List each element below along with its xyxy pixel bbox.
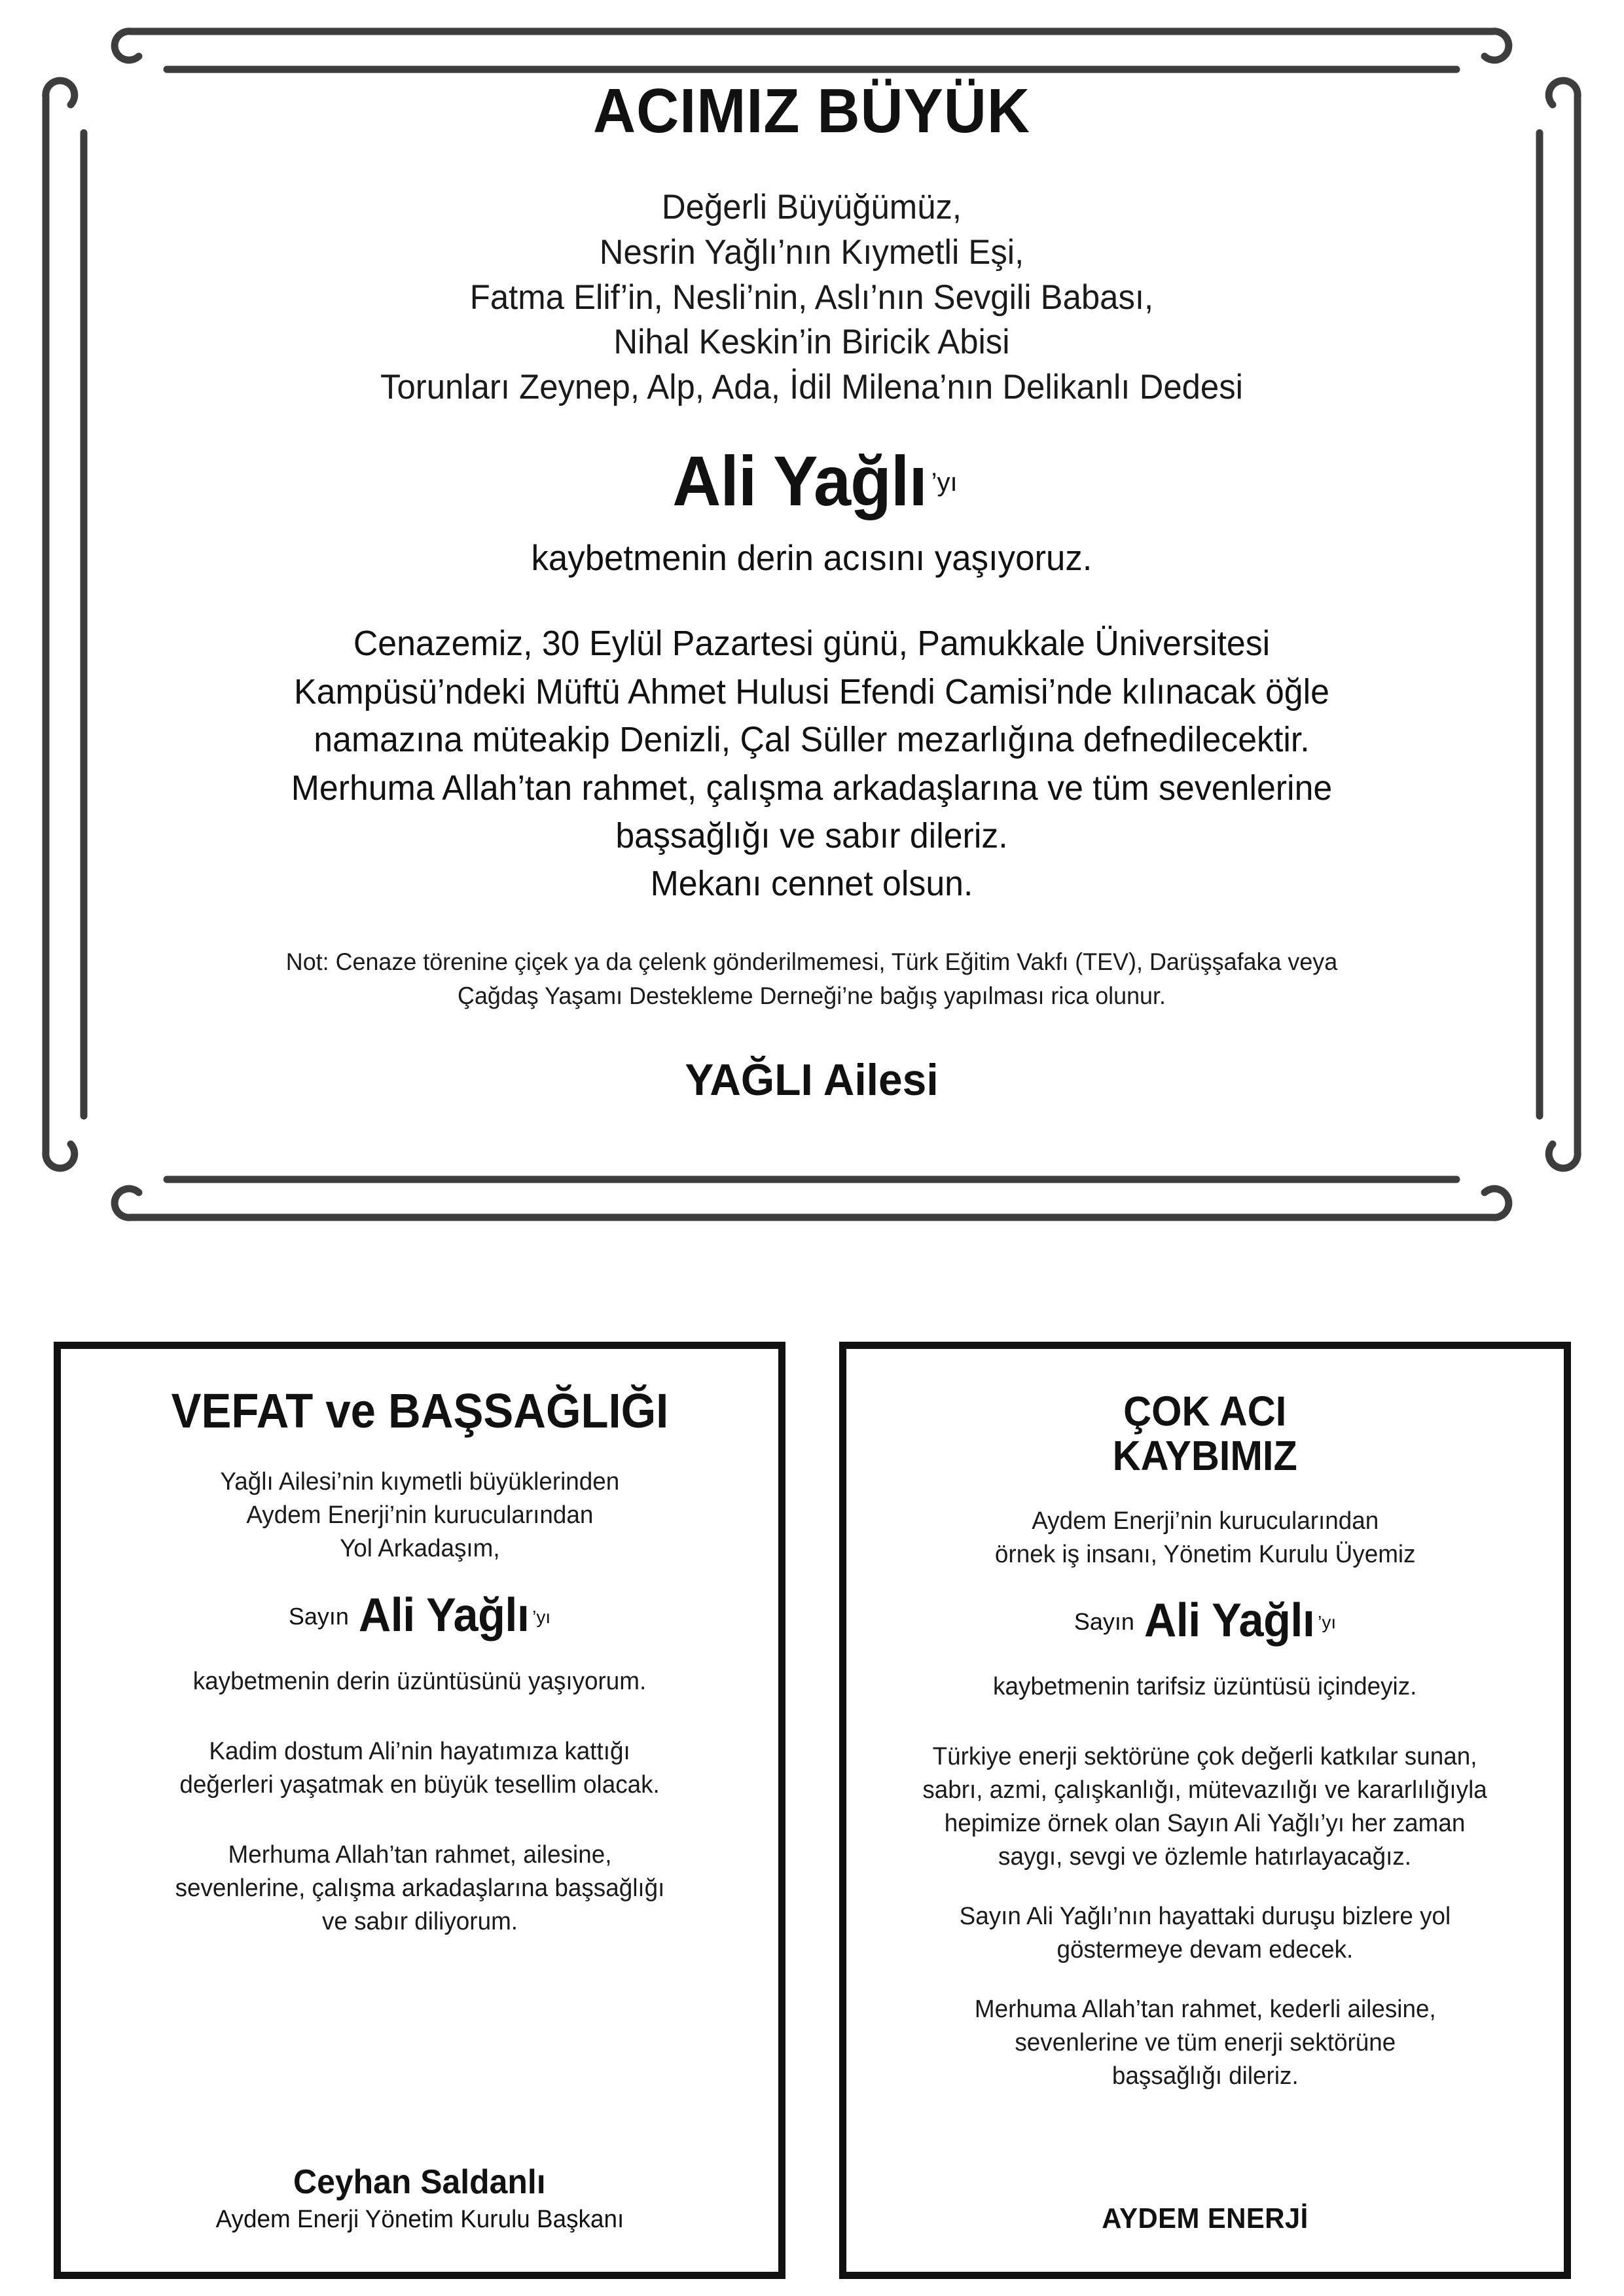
family-line: Fatma Elif’in, Nesli’nin, Aslı’nın Sevgili Babası, [469,278,1154,317]
deceased-name [98,441,1525,521]
funeral-line: Mekanı cennet olsun. [650,864,973,904]
paragraph-line: Kadim dostum Ali’nin hayatımıza kattığı [209,1738,630,1766]
name-suffix: ’yı [532,1607,551,1628]
right-box-intro [995,1505,1416,1571]
intro-line: örnek iş insanı, Yönetim Kurulu Üyemiz [994,1540,1416,1568]
paragraph-line: sevenlerine ve tüm enerji sektörüne [1015,2028,1396,2056]
title-line: ÇOK ACI [1123,1388,1287,1435]
note-line: Not: Cenaze törenine çiçek ya da çelenk gönderilmemesi, Türk Eğitim Vakfı (TEV), Darüşşafaka veya [285,948,1338,975]
left-box-signature-name: Ceyhan Saldanlı [293,2163,546,2202]
paragraph-line: sabrı, azmi, çalışkanlığı, mütevazılığı ve kararlılığıyla [922,1776,1488,1804]
funeral-line: Cenazemiz, 30 Eylül Pazartesi günü, Pamukkale Üniversitesi [353,624,1271,664]
paragraph-line: sevenlerine, çalışma arkadaşlarına başsağlığı [175,1874,664,1902]
name-prefix: Sayın [288,1603,349,1630]
family-line: Değerli Büyüğümüz, [661,187,962,226]
left-box-paragraph-3 [175,1839,664,1939]
family-line: Torunları Zeynep, Alp, Ada, İdil Milena’nın Delikanlı Dedesi [380,368,1243,407]
left-box-title: VEFAT ve BAŞSAĞLIĞI [171,1384,668,1438]
right-box-paragraph-2 [923,1740,1487,1874]
funeral-line: başsağlığı ve sabır dileriz. [615,816,1008,855]
deceased-name-text: Ali Yağlı [672,441,928,521]
loss-statement: kaybetmenin derin acısını yaşıyoruz. [531,537,1092,579]
name-prefix: Sayın [1074,1608,1134,1636]
donation-note [120,945,1504,1014]
family-signature: YAĞLI Ailesi [685,1054,939,1105]
funeral-line: Merhuma Allah’tan rahmet, çalışma arkadaşlarına ve tüm sevenlerine [291,768,1333,808]
right-box-loss [993,1670,1416,1704]
funeral-details [127,620,1497,908]
paragraph-line: Merhuma Allah’tan rahmet, kederli ailesine, [974,1995,1436,2023]
name-text: Ali Yağlı [358,1589,530,1642]
loss-line: kaybetmenin tarifsiz üzüntüsü içindeyiz. [993,1673,1417,1701]
right-box-deceased-name [1074,1594,1337,1647]
paragraph-line: değerleri yaşatmak en büyük tesellim olacak. [179,1770,660,1799]
intro-line: Yol Arkadaşım, [339,1535,500,1563]
left-box-deceased-name [288,1589,551,1642]
intro-line: Yağlı Ailesi’nin kıymetli büyüklerinden [220,1468,619,1496]
paragraph-line: Merhuma Allah’tan rahmet, ailesine, [228,1840,611,1869]
intro-line: Aydem Enerji’nin kurucularından [245,1501,593,1530]
funeral-line: namazına müteakip Denizli, Çal Süller mezarlığına defnedilecektir. [314,720,1310,760]
loss-line: kaybetmenin derin üzüntüsünü yaşıyorum. [192,1668,647,1696]
right-box-signature-company: AYDEM ENERJİ [1102,2202,1308,2234]
left-box-intro [220,1465,619,1566]
paragraph-line: başsağlığı dileriz. [1111,2062,1299,2090]
notice-heading: ACIMIZ BÜYÜK [593,76,1030,146]
left-box-signature-role: Aydem Enerji Yönetim Kurulu Başkanı [215,2206,624,2234]
right-box-title [1113,1390,1297,1479]
intro-line: Aydem Enerji’nin kurucularından [1031,1507,1379,1535]
paragraph-line: göstermeye devam edecek. [1056,1935,1354,1964]
right-box-paragraph-3 [960,1900,1451,1967]
funeral-line: Kampüsü’ndeki Müftü Ahmet Hulusi Efendi Camisi’nde kılınacak öğle [294,672,1329,711]
top-notice [98,76,1525,1105]
note-line: Çağdaş Yaşamı Destekleme Derneği’ne bağış yapılması rica olunur. [458,982,1166,1010]
left-box-paragraph-2 [179,1735,659,1802]
family-relations-block [127,185,1497,410]
condolence-box-right [839,1342,1571,2279]
title-line: KAYBIMIZ [1112,1431,1298,1479]
right-box-paragraph-4 [975,1993,1436,2093]
paragraph-line: Sayın Ali Yağlı’nın hayattaki duruşu bizlere yol [959,1903,1451,1930]
family-line: Nihal Keskin’in Biricik Abisi [613,323,1010,362]
name-text: Ali Yağlı [1144,1594,1315,1647]
left-box-loss [193,1665,647,1698]
paragraph-line: Türkiye enerji sektörüne çok değerli katkılar sunan, [933,1743,1477,1771]
condolence-box-left [54,1342,785,2279]
deceased-name-suffix: ’yı [931,468,958,497]
paragraph-line: ve sabır diliyorum. [321,1907,518,1935]
paragraph-line: hepimize örnek olan Sayın Ali Yağlı’yı her zaman [945,1810,1466,1838]
family-line: Nesrin Yağlı’nın Kıymetli Eşi, [599,232,1024,272]
paragraph-line: saygı, sevgi ve özlemle hatırlayacağız. [998,1843,1412,1871]
name-suffix: ’yı [1318,1612,1337,1633]
